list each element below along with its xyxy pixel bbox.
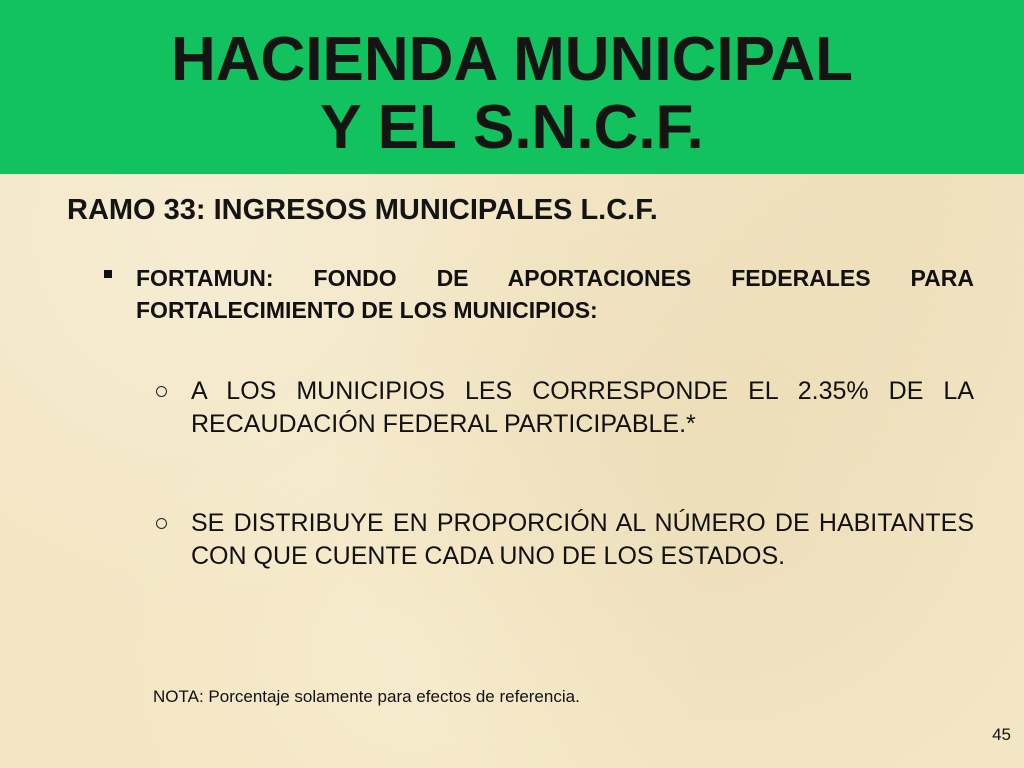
sub-bullet-2-text: SE DISTRIBUYE EN PROPORCIÓN AL NÚMERO DE HABITANTES CON QUE CUENTE CADA UNO DE LOS ESTADOS. [191, 509, 974, 570]
section-subtitle: RAMO 33: INGRESOS MUNICIPALES L.C.F. [67, 194, 658, 226]
title-line-2: Y EL S.N.C.F. [320, 93, 704, 162]
circle-bullet-icon [156, 386, 167, 397]
main-bullet [104, 262, 974, 326]
sub-bullet-2 [156, 507, 974, 573]
circle-bullet-icon [156, 518, 167, 529]
sub-bullet-1 [156, 375, 974, 441]
page-number: 45 [992, 725, 1011, 744]
square-bullet-icon [104, 270, 112, 278]
sub-bullet-1-text: A LOS MUNICIPIOS LES CORRESPONDE EL 2.35% DE LA RECAUDACIÓN FEDERAL PARTICIPABLE.* [191, 377, 974, 438]
title-line-1: HACIENDA MUNICIPAL [171, 25, 853, 94]
reference-note: NOTA: Porcentaje solamente para efectos de referencia. [153, 687, 580, 706]
slide-title [0, 26, 1024, 162]
main-bullet-text: FORTAMUN: FONDO DE APORTACIONES FEDERALES PARA FORTALECIMIENTO DE LOS MUNICIPIOS: [136, 265, 974, 323]
